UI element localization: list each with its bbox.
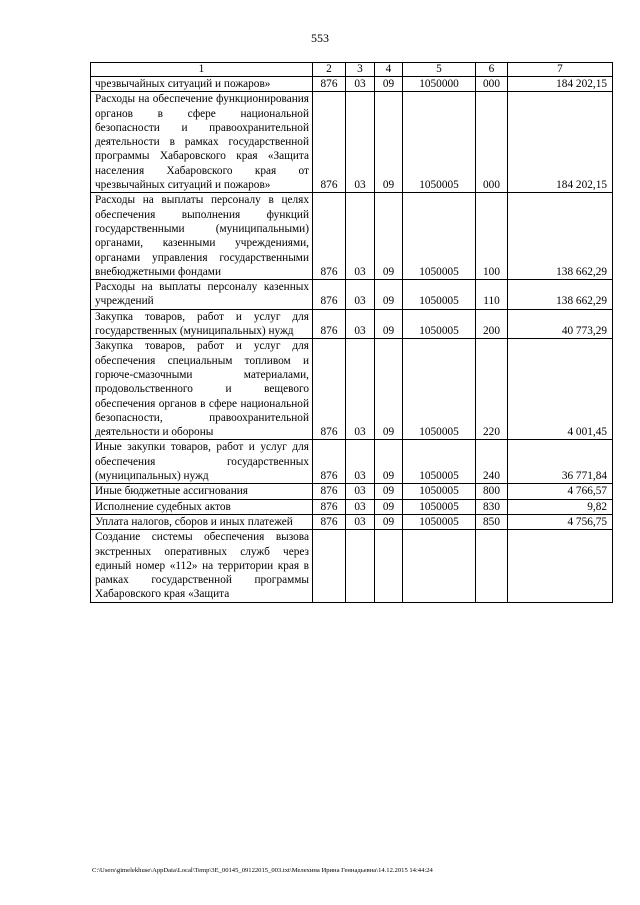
row-section-code: 03	[346, 484, 375, 499]
row-admin-code	[313, 530, 346, 602]
row-section-code: 03	[346, 77, 375, 92]
row-admin-code: 876	[313, 339, 346, 440]
row-admin-code: 876	[313, 309, 346, 339]
row-target-article	[403, 530, 476, 602]
row-description: Закупка товаров, работ и услуг для государственных (муниципальных) нужд	[91, 309, 313, 339]
row-subsection-code: 09	[375, 193, 403, 280]
header-cell: 7	[508, 63, 613, 77]
table-row	[91, 193, 613, 280]
row-description: чрезвычайных ситуаций и пожаров»	[91, 77, 313, 92]
table-header-row	[91, 63, 613, 77]
row-target-article: 1050005	[403, 339, 476, 440]
row-description: Исполнение судебных актов	[91, 499, 313, 514]
row-target-article: 1050005	[403, 440, 476, 484]
file-path-footer: C:\Users\gimelekhuse\AppData\Local\Temp\3E_00145_09122015_003.txt\Мелехина Ирина Геннадьевна\14.12.2015 14:44:24	[92, 867, 433, 874]
row-amount: 138 662,29	[508, 280, 613, 310]
row-target-article: 1050005	[403, 499, 476, 514]
row-admin-code: 876	[313, 514, 346, 529]
table-row	[91, 309, 613, 339]
row-section-code	[346, 530, 375, 602]
table-row	[91, 339, 613, 440]
row-section-code: 03	[346, 309, 375, 339]
row-subsection-code: 09	[375, 309, 403, 339]
row-target-article: 1050005	[403, 484, 476, 499]
row-expense-type: 800	[476, 484, 508, 499]
row-amount: 4 001,45	[508, 339, 613, 440]
row-expense-type: 200	[476, 309, 508, 339]
row-subsection-code: 09	[375, 339, 403, 440]
row-target-article: 1050005	[403, 514, 476, 529]
header-cell: 6	[476, 63, 508, 77]
table-row	[91, 280, 613, 310]
header-cell: 4	[375, 63, 403, 77]
row-description: Расходы на обеспечение функционирования органов в сфере национальной безопасности и правоохранительной деятельности в рамках государственной программы Хабаровского края «Защита населения Хабаровского края от чрезвычайных ситуаций и пожаров»	[91, 92, 313, 193]
row-subsection-code: 09	[375, 484, 403, 499]
header-cell: 5	[403, 63, 476, 77]
row-section-code: 03	[346, 499, 375, 514]
table-row	[91, 92, 613, 193]
row-description: Расходы на выплаты персоналу в целях обеспечения выполнения функций государственными (муниципальными) органами, казенными учреждениями, органами управления государственными внебюджетными фондами	[91, 193, 313, 280]
row-subsection-code: 09	[375, 514, 403, 529]
row-amount: 40 773,29	[508, 309, 613, 339]
row-amount: 4 766,57	[508, 484, 613, 499]
budget-table	[90, 62, 613, 603]
row-section-code: 03	[346, 440, 375, 484]
row-section-code: 03	[346, 339, 375, 440]
row-expense-type: 000	[476, 77, 508, 92]
row-expense-type: 240	[476, 440, 508, 484]
row-subsection-code: 09	[375, 499, 403, 514]
row-target-article: 1050005	[403, 309, 476, 339]
row-expense-type: 100	[476, 193, 508, 280]
table-row	[91, 530, 613, 602]
row-amount: 36 771,84	[508, 440, 613, 484]
row-section-code: 03	[346, 280, 375, 310]
row-section-code: 03	[346, 92, 375, 193]
row-expense-type: 110	[476, 280, 508, 310]
row-amount: 184 202,15	[508, 77, 613, 92]
row-description: Закупка товаров, работ и услуг для обеспечения специальным топливом и горюче-смазочными материалами, продовольственного и вещевого обеспечения органов в сфере национальной безопасности, правоохранительной деятельности и обороны	[91, 339, 313, 440]
header-cell: 1	[91, 63, 313, 77]
row-admin-code: 876	[313, 92, 346, 193]
row-amount: 184 202,15	[508, 92, 613, 193]
row-amount: 9,82	[508, 499, 613, 514]
row-description: Создание системы обеспечения вызова экстренных оперативных служб через единый номер «112» на территории края в рамках государственной программы Хабаровского края «Защита	[91, 530, 313, 602]
row-admin-code: 876	[313, 193, 346, 280]
row-subsection-code	[375, 530, 403, 602]
header-cell: 2	[313, 63, 346, 77]
table-row	[91, 440, 613, 484]
row-description: Уплата налогов, сборов и иных платежей	[91, 514, 313, 529]
row-target-article: 1050005	[403, 280, 476, 310]
row-target-article: 1050005	[403, 193, 476, 280]
row-subsection-code: 09	[375, 92, 403, 193]
row-section-code: 03	[346, 514, 375, 529]
row-amount: 4 756,75	[508, 514, 613, 529]
row-admin-code: 876	[313, 280, 346, 310]
table-row	[91, 499, 613, 514]
table-row	[91, 514, 613, 529]
row-subsection-code: 09	[375, 280, 403, 310]
header-cell: 3	[346, 63, 375, 77]
row-subsection-code: 09	[375, 440, 403, 484]
row-description: Иные закупки товаров, работ и услуг для обеспечения государственных (муниципальных) нужд	[91, 440, 313, 484]
row-section-code: 03	[346, 193, 375, 280]
row-admin-code: 876	[313, 77, 346, 92]
row-description: Иные бюджетные ассигнования	[91, 484, 313, 499]
table-row	[91, 77, 613, 92]
row-expense-type	[476, 530, 508, 602]
row-expense-type: 220	[476, 339, 508, 440]
row-expense-type: 830	[476, 499, 508, 514]
table-row	[91, 484, 613, 499]
row-target-article: 1050000	[403, 77, 476, 92]
row-subsection-code: 09	[375, 77, 403, 92]
row-target-article: 1050005	[403, 92, 476, 193]
row-expense-type: 850	[476, 514, 508, 529]
row-amount	[508, 530, 613, 602]
page-number: 553	[311, 31, 329, 45]
row-amount: 138 662,29	[508, 193, 613, 280]
row-admin-code: 876	[313, 484, 346, 499]
row-admin-code: 876	[313, 499, 346, 514]
row-expense-type: 000	[476, 92, 508, 193]
row-admin-code: 876	[313, 440, 346, 484]
row-description: Расходы на выплаты персоналу казенных учреждений	[91, 280, 313, 310]
